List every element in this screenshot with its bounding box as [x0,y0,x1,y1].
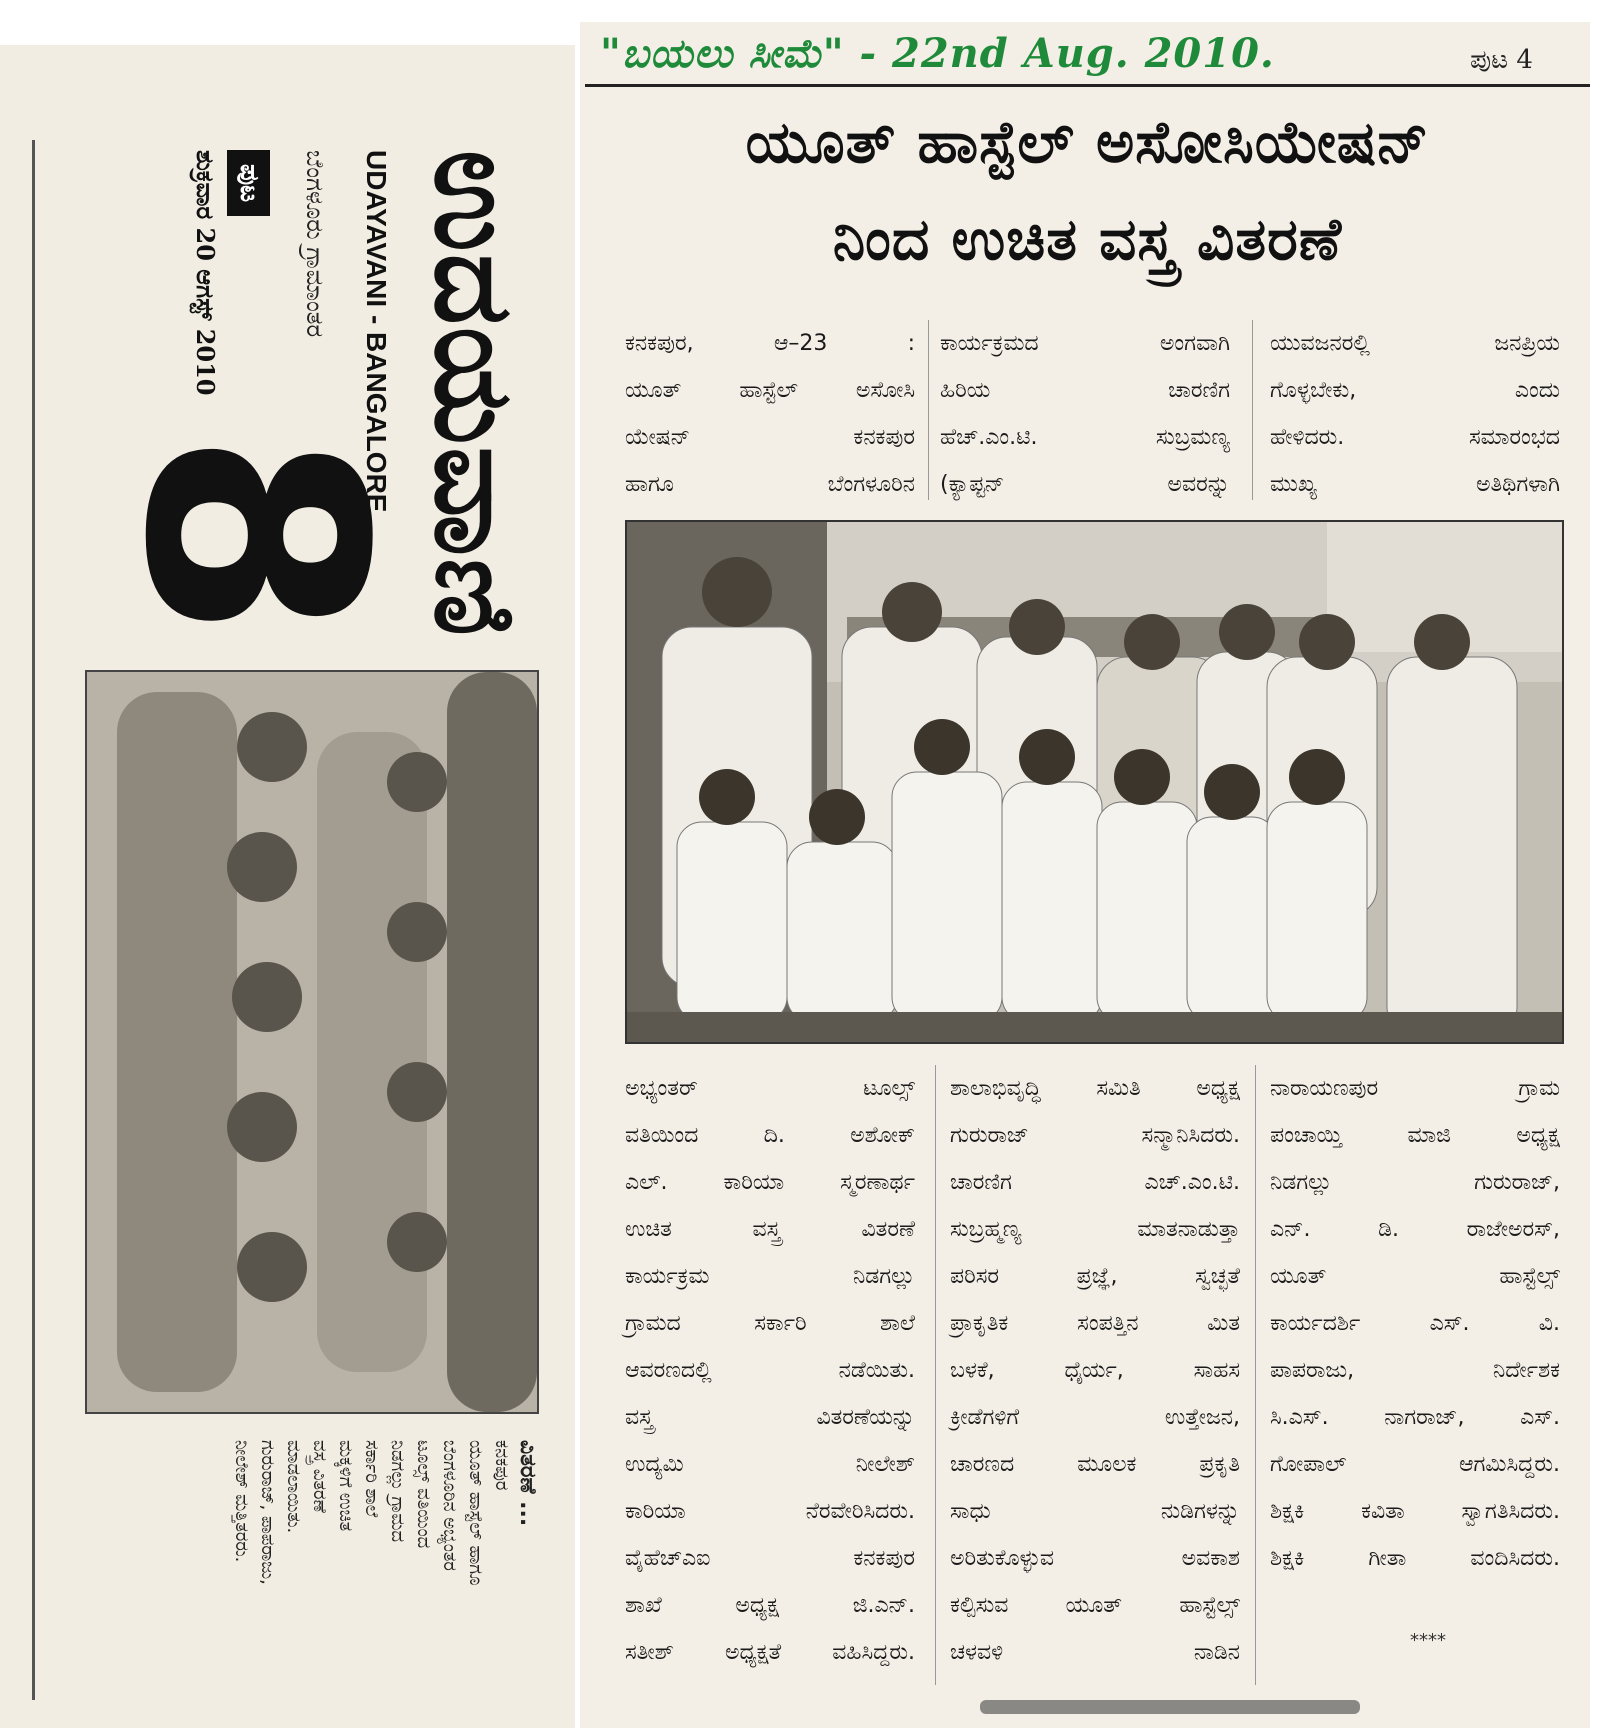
edition-name: UDAYAVANI - BANGALORE [361,150,392,513]
article-line: ಸಾಧು ನುಡಿಗಳನ್ನು [950,1499,1240,1524]
article-line: ಪ್ರಾಕೃತಿಕ ಸಂಪತ್ತಿನ ಮಿತ [950,1311,1240,1336]
page-number: 8 [79,430,428,640]
article-line: ವೈಹೆಚ್ಎಐ ಕನಕಪುರ [625,1546,915,1571]
article-line: ಉಚಿತ ವಸ್ತ್ರ ವಿತರಣೆ [625,1217,915,1242]
photo-face [387,1062,447,1122]
masthead-title: ಉದಯವಾಣಿ [411,150,540,639]
article-line: ನಾರಾಯಣಪುರ ಗ್ರಾಮ [1270,1076,1560,1101]
photo-background [447,672,537,1412]
article-line: ಉದ್ಯಮಿ ನೀಲೇಶ್ [625,1452,915,1477]
article-line: ಗ್ರಾಮದ ಸರ್ಕಾರಿ ಶಾಲೆ [625,1311,915,1336]
main-group-photo [625,520,1564,1044]
photo-illustration [627,522,1562,1042]
article-column-bottom-2 [950,1065,1240,1676]
photo-figure [117,692,237,1392]
page-label: ಪುಟ 4 [1470,45,1533,75]
article-column-top-2 [940,320,1230,508]
page-number-graphic [79,400,428,670]
left-photo-caption [228,1440,540,1586]
article-line: ಗುರುರಾಜ್ ಸನ್ಮಾನಿಸಿದರು. [950,1123,1240,1148]
article-line: ಯೂತ್ ಹಾಸ್ಟೆಲ್ಸ್ [1270,1264,1560,1289]
column-divider [1255,1065,1256,1685]
photo-face [387,1212,447,1272]
article-line: ಎಲ್. ಕಾರಿಯಾ ಸ್ಮರಣಾರ್ಥ [625,1170,915,1195]
caption-title: ವಿತರಣೆ ... [515,1440,540,1527]
article-line: ವಸ್ತ್ರ ವಿತರಣೆಯನ್ನು [625,1405,915,1430]
article-line: ವತಿಯಿಂದ ದಿ. ಅಶೋಕ್ [625,1123,915,1148]
column-divider [928,320,929,500]
article-line: ಹೇಳಿದರು. ಸಮಾರಂಭದ [1270,425,1560,450]
article-line: ಕಾರಿಯಾ ನೆರವೇರಿಸಿದರು. [625,1499,915,1524]
photo-face [237,1232,307,1302]
article-line: ಎನ್. ಡಿ. ರಾಜೇಅರಸ್, [1270,1217,1560,1242]
article-line: ಮುಖ್ಯ ಅತಿಥಿಗಳಾಗಿ [1270,472,1560,497]
caption-line: ಸರ್ಕಾರಿ ಶಾಲೆ [361,1440,382,1518]
photo-face [227,832,297,902]
handwritten-annotation: "ಬಯಲು ಸೀಮೆ" - 22nd Aug. 2010. [600,30,1275,77]
article-line: ಗೊಳ್ಳಬೇಕು, ಎಂದು [1270,378,1560,403]
article-line: ಸುಬ್ರಹ್ಮಣ್ಯ ಮಾತನಾಡುತ್ತಾ [950,1217,1240,1242]
article-line: ಶಿಕ್ಷಕಿ ಕವಿತಾ ಸ್ವಾಗತಿಸಿದರು. [1270,1499,1560,1524]
cut-off-text-remnant [980,1700,1360,1714]
article-line: ಕನಕಪುರ, ಆ–23 : [625,331,915,356]
article-line: ಬಳಕೆ, ಧೈರ್ಯ, ಸಾಹಸ [950,1358,1240,1383]
issue-day: ಶುಕ್ರವಾರ [191,150,220,220]
edition-city-1: ಬೆಂಗಳೂರು [301,150,329,240]
issue-date-text: 20 ಆಗಸ್ಟ್ 2010 [191,227,220,396]
caption-line: ವಸ್ತ್ರ ವಿತರಣೆ [309,1440,330,1513]
column-rule [32,140,35,1700]
article-line: ಹೆಚ್.ಎಂ.ಟಿ. ಸುಬ್ರಮಣ್ಯ [940,425,1230,450]
article-end-marks: **** [1410,1630,1446,1651]
article-line: ಯೂತ್ ಹಾಸ್ಟೆಲ್ ಅಸೋಸಿ [625,378,915,403]
article-line: ನಿಡಗಲ್ಲು ಗುರುರಾಜ್, [1270,1170,1560,1195]
article-line: ಚಳವಳಿ ನಾಡಿನ [950,1640,1240,1665]
caption-line: ಟೂಲ್ಸ್ ವತಿಯಿಂದ [413,1440,434,1549]
photo-face [237,712,307,782]
caption-line: ಮಕ್ಕಳಿಗೆ ಉಚಿತ [335,1440,356,1532]
article-column-top-3 [1270,320,1560,508]
article-line: ಅಭ್ಯಂತರ್ ಟೂಲ್ಸ್ [625,1076,915,1101]
article-line: ಆವರಣದಲ್ಲಿ ನಡೆಯಿತು. [625,1358,915,1383]
article-column-top-1 [625,320,915,508]
caption-lines [228,1440,514,1586]
caption-line: ಮಾಡಲಾಯಿತು. [283,1440,304,1534]
article-line: ಹಿರಿಯ ಚಾರಣಿಗ [940,378,1230,403]
left-group-photo [85,670,539,1414]
article-line: ಕ್ರೀಡೆಗಳಿಗೆ ಉತ್ತೇಜನ, [950,1405,1240,1430]
column-divider [935,1065,936,1685]
caption-line: ಗುರುರಾಜ್, ಪಾಪರಾಜು, [257,1440,278,1585]
article-line: ಶಿಕ್ಷಕಿ ಗೀತಾ ವಂದಿಸಿದರು. [1270,1546,1560,1571]
photo-face [387,752,447,812]
article-line: ಕಾರ್ಯದರ್ಶಿ ಎಸ್. ವಿ. [1270,1311,1560,1336]
article-line: ಸತೀಶ್ ಅಧ್ಯಕ್ಷತೆ ವಹಿಸಿದ್ದರು. [625,1640,915,1665]
article-line: ಶಾಲಾಭಿವೃದ್ಧಿ ಸಮಿತಿ ಅಧ್ಯಕ್ಷ [950,1076,1240,1101]
article-line: ಪಾಪರಾಜು, ನಿರ್ದೇಶಕ [1270,1358,1560,1383]
page-badge: ಪುಟ [227,150,270,216]
caption-line: ಕನಕಪುರ [491,1440,512,1491]
article-line: ಅರಿತುಕೊಳ್ಳುವ ಅವಕಾಶ [950,1546,1240,1571]
article-column-bottom-1 [625,1065,915,1676]
issue-date [191,150,220,396]
article-line: ಶಾಖೆ ಅಧ್ಯಕ್ಷ ಜಿ.ಎನ್. [625,1593,915,1618]
article-line: ಗೋಪಾಲ್ ಆಗಮಿಸಿದ್ದರು. [1270,1452,1560,1477]
photo-figure [317,732,427,1372]
article-line: ಕಾರ್ಯಕ್ರಮದ ಅಂಗವಾಗಿ [940,331,1230,356]
article-line: ಚಾರಣದ ಮೂಲಕ ಪ್ರಕೃತಿ [950,1452,1240,1477]
article-line: ಯುವಜನರಲ್ಲಿ ಜನಪ್ರಿಯ [1270,331,1560,356]
photo-face [232,962,302,1032]
article-line: ಪಂಚಾಯ್ತಿ ಮಾಜಿ ಅಧ್ಯಕ್ಷ [1270,1123,1560,1148]
header-rule [585,84,1590,87]
article-line: (ಕ್ಯಾಪ್ಟನ್ ಅವರನ್ನು [940,472,1230,497]
article-line: ಪರಿಸರ ಪ್ರಜ್ಞೆ, ಸ್ವಚ್ಛತೆ [950,1264,1240,1289]
headline-line-1: ಯೂತ್ ಹಾಸ್ಟೆಲ್ ಅಸೋಸಿಯೇಷನ್ [745,108,1430,176]
column-divider [1252,320,1253,500]
photo-face [227,1092,297,1162]
article-line: ಕಾರ್ಯಕ್ರಮ ನಿಡಗಲ್ಲು [625,1264,915,1289]
headline-line-2: ನಿಂದ ಉಚಿತ ವಸ್ತ್ರ ವಿತರಣೆ [832,205,1343,273]
edition-city [300,150,330,337]
article-line: ಚಾರಣಿಗ ಎಚ್.ಎಂ.ಟಿ. [950,1170,1240,1195]
caption-line: ನೀಲೇಶ್ ಮತ್ತಿತರರು. [231,1440,252,1563]
article-line: ಹಾಗೂ ಬೆಂಗಳೂರಿನ [625,472,915,497]
article-line: ಕಲ್ಪಿಸುವ ಯೂತ್ ಹಾಸ್ಟೆಲ್ಸ್ [950,1593,1240,1618]
caption-line: ಬೆಂಗಳೂರಿನ ಅಭ್ಯಂತರ [439,1440,460,1571]
article-line: ಯೇಷನ್ ಕನಕಪುರ [625,425,915,450]
caption-line: ಯೂತ್ ಹಾಸ್ಟೆಲ್ ಹಾಗೂ [465,1440,486,1586]
edition-city-2: ಗ್ರಾಮಾಂತರ [301,247,329,338]
article-line: ಸಿ.ಎಸ್. ನಾಗರಾಜ್, ಎಸ್. [1270,1405,1560,1430]
caption-line: ನಿಡಗಲ್ಲು ಗ್ರಾಮದ [387,1440,408,1543]
article-column-bottom-3 [1270,1065,1560,1582]
photo-face [387,902,447,962]
